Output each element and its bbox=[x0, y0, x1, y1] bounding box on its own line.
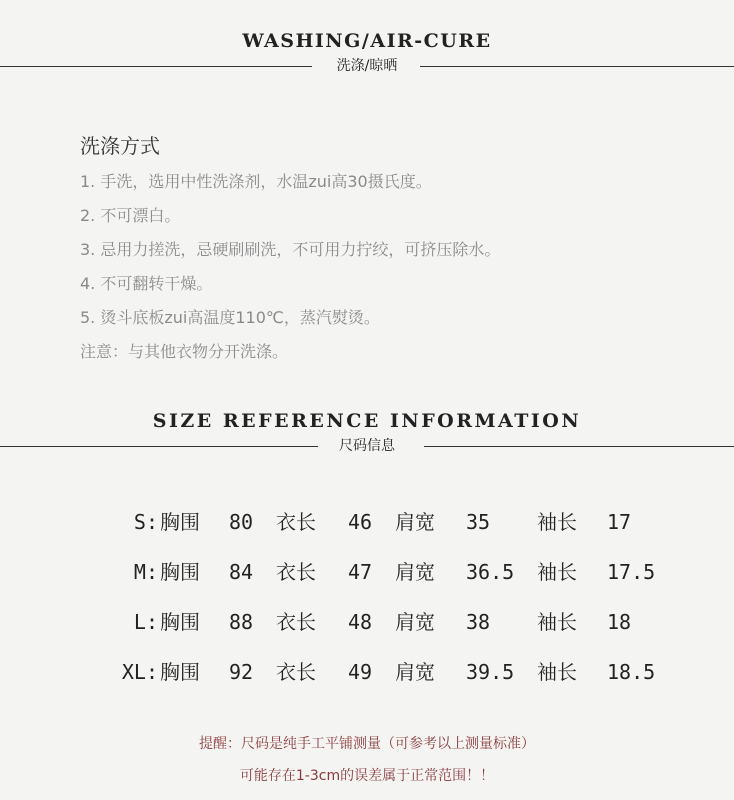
chest-value: 88 bbox=[229, 610, 254, 634]
washing-title: WASHING/AIR-CURE bbox=[242, 30, 492, 52]
shoulder-label: 肩宽 bbox=[395, 510, 435, 534]
shoulder-label: 肩宽 bbox=[395, 660, 435, 684]
chest-label: 胸围 bbox=[160, 510, 200, 534]
care-instructions bbox=[80, 130, 700, 369]
washing-divider bbox=[0, 56, 734, 76]
size-label: L: bbox=[133, 610, 158, 634]
divider-line-right bbox=[420, 66, 734, 67]
size-row-s bbox=[112, 502, 692, 552]
chest-label: 胸围 bbox=[160, 660, 200, 684]
sleeve-value: 17.5 bbox=[607, 560, 656, 584]
length-value: 49 bbox=[348, 660, 373, 684]
sleeve-label: 袖长 bbox=[537, 560, 577, 584]
sleeve-value: 18.5 bbox=[607, 660, 656, 684]
care-item: 3. 忌用力搓洗，忌硬刷刷洗，不可用力拧绞，可挤压除水。 bbox=[80, 240, 501, 259]
washing-section-header bbox=[0, 30, 734, 76]
length-label: 衣长 bbox=[276, 560, 316, 584]
size-label: M: bbox=[133, 560, 158, 584]
size-section-header bbox=[0, 410, 734, 456]
size-row-xl bbox=[112, 652, 692, 702]
chest-label: 胸围 bbox=[160, 610, 200, 634]
shoulder-value: 38 bbox=[466, 610, 491, 634]
care-item: 2. 不可漂白。 bbox=[80, 206, 181, 225]
washing-subtitle: 洗涤/晾晒 bbox=[336, 58, 398, 74]
chest-label: 胸围 bbox=[160, 560, 200, 584]
care-item: 1. 手洗，选用中性洗涤剂，水温zui高30摄氏度。 bbox=[80, 172, 432, 191]
care-item: 5. 烫斗底板zui高温度110℃，蒸汽熨烫。 bbox=[80, 308, 380, 327]
shoulder-value: 36.5 bbox=[466, 560, 515, 584]
length-value: 47 bbox=[348, 560, 373, 584]
sleeve-value: 18 bbox=[607, 610, 632, 634]
note-line: 可能存在1-3cm的误差属于正常范围！！ bbox=[239, 768, 495, 784]
size-divider bbox=[0, 436, 734, 456]
chest-value: 84 bbox=[229, 560, 254, 584]
chest-value: 92 bbox=[229, 660, 254, 684]
size-subtitle: 尺码信息 bbox=[339, 438, 395, 454]
size-title: SIZE REFERENCE INFORMATION bbox=[152, 410, 582, 432]
size-label: XL: bbox=[121, 660, 158, 684]
sleeve-label: 袖长 bbox=[537, 610, 577, 634]
length-value: 46 bbox=[348, 510, 373, 534]
note-line: 提醒：尺码是纯手工平铺测量（可参考以上测量标准） bbox=[199, 736, 535, 752]
size-table bbox=[112, 502, 692, 702]
care-heading: 洗涤方式 bbox=[80, 134, 160, 158]
shoulder-value: 35 bbox=[466, 510, 491, 534]
shoulder-label: 肩宽 bbox=[395, 610, 435, 634]
care-item: 4. 不可翻转干燥。 bbox=[80, 274, 213, 293]
sleeve-value: 17 bbox=[607, 510, 632, 534]
shoulder-value: 39.5 bbox=[466, 660, 515, 684]
care-note: 注意：与其他衣物分开洗涤。 bbox=[80, 342, 289, 361]
size-row-m bbox=[112, 552, 692, 602]
length-value: 48 bbox=[348, 610, 373, 634]
length-label: 衣长 bbox=[276, 660, 316, 684]
measurement-notes bbox=[0, 728, 734, 792]
sleeve-label: 袖长 bbox=[537, 510, 577, 534]
size-row-l bbox=[112, 602, 692, 652]
sleeve-label: 袖长 bbox=[537, 660, 577, 684]
size-label: S: bbox=[133, 510, 158, 534]
shoulder-label: 肩宽 bbox=[395, 560, 435, 584]
length-label: 衣长 bbox=[276, 510, 316, 534]
divider-line-right bbox=[424, 446, 734, 447]
length-label: 衣长 bbox=[276, 610, 316, 634]
chest-value: 80 bbox=[229, 510, 254, 534]
